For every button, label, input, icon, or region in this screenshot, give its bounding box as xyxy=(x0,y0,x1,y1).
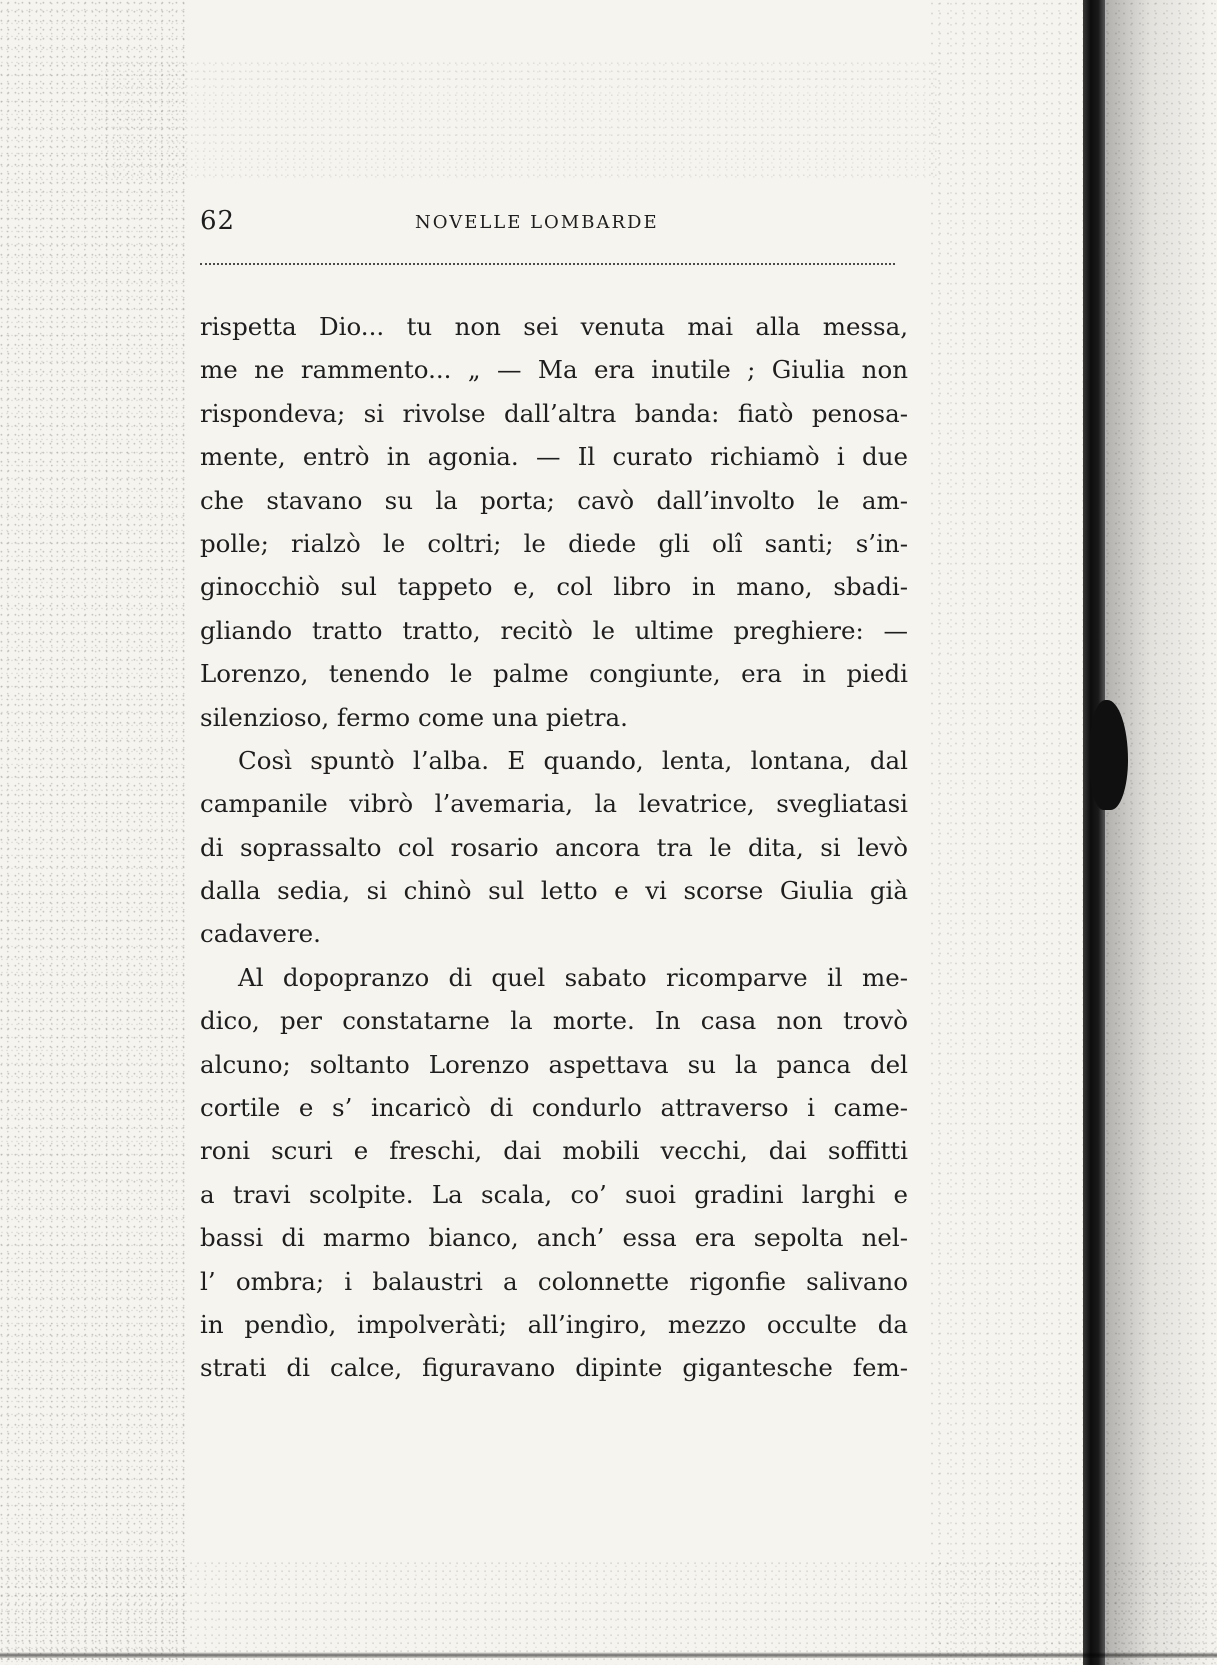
page-number: 62 xyxy=(200,206,236,236)
text-line: rispetta Dio... tu non sei venuta mai alla messa, xyxy=(200,312,908,341)
scan-noise-bottom xyxy=(0,1560,1217,1665)
text-line: Lorenzo, tenendo le palme congiunte, era in piedi xyxy=(200,659,908,689)
scan-noise-top xyxy=(100,60,940,180)
text-line: cortile e s’ incaricò di condurlo attraverso i came- xyxy=(200,1093,908,1123)
text-line: alcuno; soltanto Lorenzo aspettava su la panca del xyxy=(200,1049,908,1079)
text-line: me ne rammento... „ — Ma era inutile ; Giulia non xyxy=(200,355,908,385)
book-title: NOVELLE LOMBARDE xyxy=(415,212,659,233)
binding-shadow xyxy=(1105,0,1217,1665)
text-line: a travi scolpite. La scala, co’ suoi gradini larghi e xyxy=(200,1179,908,1209)
text-line: dalla sedia, si chinò sul letto e vi scorse Giulia già xyxy=(200,876,908,906)
text-line: polle; rialzò le coltri; le diede gli olî santi; s’in- xyxy=(200,528,908,558)
text-line: mente, entrò in agonia. — Il curato richiamò i due xyxy=(200,442,908,472)
text-line: che stavano su la porta; cavò dall’involto le am- xyxy=(200,485,908,515)
text-line: silenzioso, fermo come una pietra. xyxy=(200,702,628,732)
text-line: campanile vibrò l’avemaria, la levatrice, svegliatasi xyxy=(200,789,908,819)
text-line: di soprassalto col rosario ancora tra le dita, si levò xyxy=(200,832,908,862)
text-line: roni scuri e freschi, dai mobili vecchi, dai soffitti xyxy=(200,1136,908,1166)
text-line: Così spuntò l’alba. E quando, lenta, lontana, dal xyxy=(238,745,908,775)
page-bottom-edge xyxy=(0,1652,1217,1658)
text-line: l’ ombra; i balaustri a colonnette rigonfie salivano xyxy=(200,1266,908,1296)
page-body-text xyxy=(200,305,908,1390)
text-line: Al dopopranzo di quel sabato ricomparve il me- xyxy=(238,962,908,992)
text-line: strati di calce, figuravano dipinte gigantesche fem- xyxy=(200,1353,908,1383)
text-line: gliando tratto tratto, recitò le ultime preghiere: — xyxy=(200,615,908,645)
text-line: cadavere. xyxy=(200,919,321,949)
text-line: dico, per constatarne la morte. In casa non trovò xyxy=(200,1006,908,1036)
text-line: rispondeva; si rivolse dall’altra banda: fiatò penosa- xyxy=(200,398,908,428)
running-head xyxy=(200,200,900,240)
book-binding xyxy=(1083,0,1105,1665)
text-line: in pendìo, impolveràti; all’ingiro, mezzo occulte da xyxy=(200,1309,908,1339)
text-line: bassi di marmo bianco, anch’ essa era sepolta nel- xyxy=(200,1223,908,1253)
header-dotted-rule xyxy=(200,263,895,265)
scan-noise-left xyxy=(0,0,185,1665)
text-line: ginocchiò sul tappeto e, col libro in mano, sbadi- xyxy=(200,572,908,602)
